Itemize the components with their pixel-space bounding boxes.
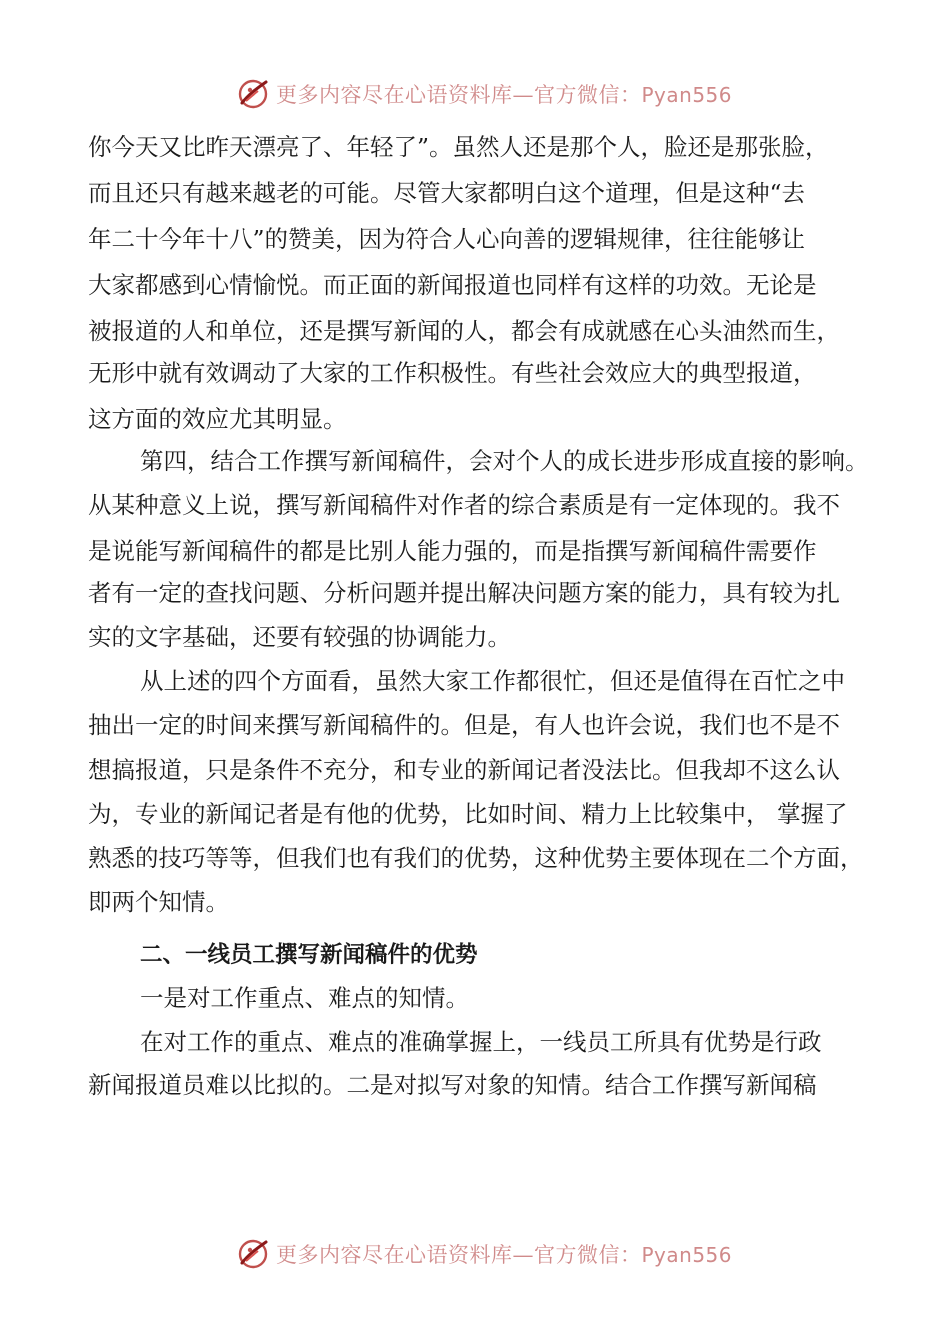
paragraph-first-line: 第四，结合工作撰写新闻稿件，会对个人的成长进步形成直接的影响。 bbox=[140, 447, 869, 475]
body-line: 被报道的人和单位，还是撰写新闻的人，都会有成就感在心头油然而生， bbox=[88, 317, 840, 345]
body-line: 实的文字基础，还要有较强的协调能力。 bbox=[88, 623, 511, 651]
body-line: 新闻报道员难以比拟的。二是对拟写对象的知情。结合工作撰写新闻稿 bbox=[88, 1071, 817, 1099]
body-line: 大家都感到心情愉悦。而正面的新闻报道也同样有这样的功效。无论是 bbox=[88, 271, 817, 299]
banner-text: 更多内容尽在心语资料库—官方微信：Pyan556 bbox=[276, 1243, 733, 1267]
banner-text: 更多内容尽在心语资料库—官方微信：Pyan556 bbox=[276, 83, 733, 107]
header-banner bbox=[0, 74, 950, 114]
paragraph-first-line: 在对工作的重点、难点的准确掌握上，一线员工所具有优势是行政 bbox=[140, 1028, 822, 1056]
body-line: 你今天又比昨天漂亮了、年轻了”。虽然人还是那个人，脸还是那张脸， bbox=[88, 133, 829, 161]
body-line: 从某种意义上说，撰写新闻稿件对作者的综合素质是有一定体现的。我不 bbox=[88, 491, 840, 519]
wechat-id: Pyan556 bbox=[641, 83, 733, 107]
body-line: 是说能写新闻稿件的都是比别人能力强的，而是指撰写新闻稿件需要作 bbox=[88, 537, 817, 565]
body-line: 抽出一定的时间来撰写新闻稿件的。但是，有人也许会说，我们也不是不 bbox=[88, 711, 840, 739]
footer-banner bbox=[0, 1234, 950, 1274]
body-line: 无形中就有效调动了大家的工作积极性。有些社会效应大的典型报道， bbox=[88, 359, 817, 387]
brush-logo-icon bbox=[236, 77, 270, 111]
body-line: 者有一定的查找问题、分析问题并提出解决问题方案的能力，具有较为扎 bbox=[88, 579, 840, 607]
wechat-id: Pyan556 bbox=[641, 1243, 733, 1267]
paragraph-first-line: 一是对工作重点、难点的知情。 bbox=[140, 984, 469, 1012]
body-line: 熟悉的技巧等等，但我们也有我们的优势，这种优势主要体现在二个方面， bbox=[88, 844, 864, 872]
brush-logo-icon bbox=[236, 1237, 270, 1271]
body-line: 年二十今年十八”的赞美，因为符合人心向善的逻辑规律，往往能够让 bbox=[88, 225, 806, 253]
body-line: 即两个知情。 bbox=[88, 888, 229, 916]
section-heading: 二、一线员工撰写新闻稿件的优势 bbox=[140, 942, 478, 968]
body-line: 想搞报道，只是条件不充分，和专业的新闻记者没法比。但我却不这么认 bbox=[88, 756, 840, 784]
body-line: 而且还只有越来越老的可能。尽管大家都明白这个道理，但是这种“去 bbox=[88, 179, 806, 207]
paragraph-first-line: 从上述的四个方面看，虽然大家工作都很忙，但还是值得在百忙之中 bbox=[140, 667, 845, 695]
body-line: 这方面的效应尤其明显。 bbox=[88, 405, 347, 433]
body-line: 为，专业的新闻记者是有他的优势，比如时间、精力上比较集中， 掌握了 bbox=[88, 800, 848, 828]
